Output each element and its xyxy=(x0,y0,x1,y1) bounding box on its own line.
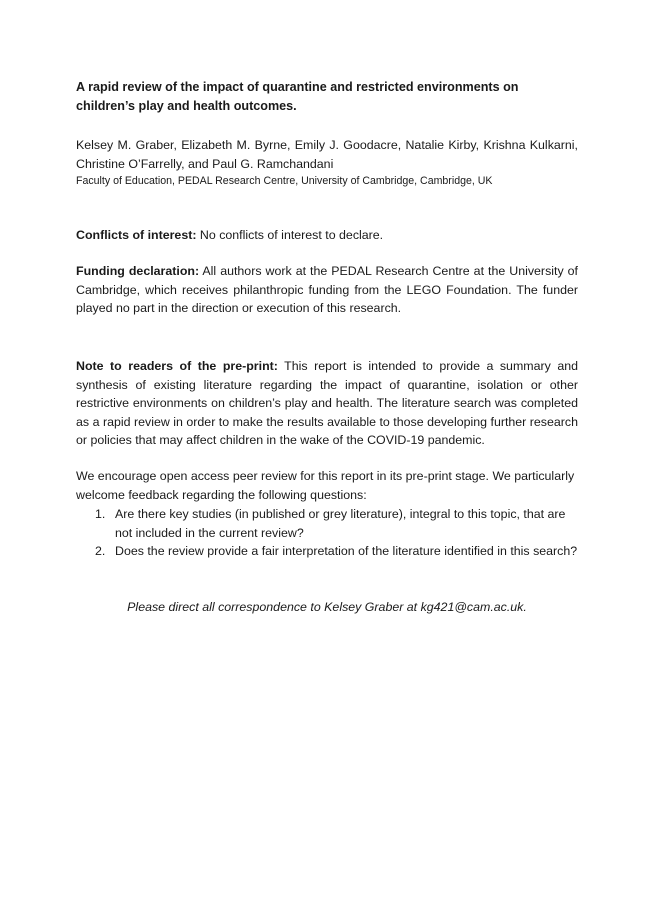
list-item xyxy=(95,505,585,542)
peer-review-paragraph: We encourage open access peer review for this report in its pre-print stage. We particularly welcome feedback regarding the following questions: xyxy=(76,469,575,502)
note-label: Note to readers of the pre-print: xyxy=(76,359,278,373)
funding-declaration-paragraph xyxy=(76,262,578,318)
list-item-number: 2. xyxy=(95,544,106,559)
note-text: This report is intended to provide a summary and synthesis of existing literature regarding the impact of quarantine, isolation or other restrictive environments on children’s play and health. The literature search was completed as a rapid review in order to make the results available to those developing further research or policies that may affect children in the wake of the COVID-19 pandemic. xyxy=(76,359,578,448)
list-item-text: Are there key studies (in published or grey literature), integral to this topic, that are not included in the current review? xyxy=(115,507,566,540)
conflicts-text: No conflicts of interest to declare. xyxy=(196,228,384,242)
conflicts-of-interest-paragraph xyxy=(76,226,578,245)
conflicts-label: Conflicts of interest: xyxy=(76,228,197,242)
funding-label: Funding declaration: xyxy=(76,264,200,278)
feedback-questions-list xyxy=(95,505,585,561)
author-list: Kelsey M. Graber, Elizabeth M. Byrne, Emily J. Goodacre, Natalie Kirby, Krishna Kulkarni, Christine O’Farrelly, and Paul G. Ramchandani xyxy=(76,138,578,171)
preprint-note-paragraph xyxy=(76,357,578,450)
paper-title: A rapid review of the impact of quarantine and restricted environments on children’s play and health outcomes. xyxy=(76,80,519,113)
list-item-text: Does the review provide a fair interpretation of the literature identified in this search? xyxy=(115,544,578,559)
correspondence-note: Please direct all correspondence to Kelsey Graber at kg421@cam.ac.uk. xyxy=(127,600,527,614)
funding-text: All authors work at the PEDAL Research Centre at the University of Cambridge, which receives philanthropic funding from the LEGO Foundation. The funder played no part in the direction or execution of this research. xyxy=(76,264,578,316)
list-item xyxy=(95,542,585,561)
author-affiliation: Faculty of Education, PEDAL Research Centre, University of Cambridge, Cambridge, UK xyxy=(76,175,493,187)
list-item-number: 1. xyxy=(95,507,106,521)
